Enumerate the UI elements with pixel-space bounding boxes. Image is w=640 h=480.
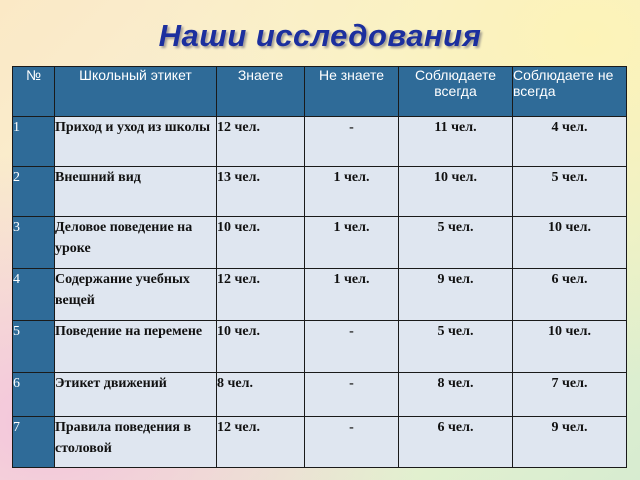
column-header-number: № (13, 67, 55, 117)
row-not-always-value: 4 чел. (513, 117, 627, 167)
row-etiquette-name: Деловое поведение на уроке (55, 217, 217, 269)
row-number: 5 (13, 321, 55, 373)
row-not-always-value: 6 чел. (513, 269, 627, 321)
row-etiquette-name: Внешний вид (55, 167, 217, 217)
row-number: 4 (13, 269, 55, 321)
row-number: 7 (13, 417, 55, 468)
table-row (13, 167, 627, 217)
column-header-dont-know: Не знаете (305, 67, 399, 117)
row-dont-know-value: - (305, 373, 399, 417)
row-etiquette-name: Содержание учебных вещей (55, 269, 217, 321)
row-dont-know-value: 1 чел. (305, 217, 399, 269)
column-header-know: Знаете (217, 67, 305, 117)
table-row (13, 417, 627, 468)
column-header-not-always: Соблюдаете не всегда (513, 67, 627, 117)
table-row (13, 321, 627, 373)
row-know-value: 13 чел. (217, 167, 305, 217)
row-always-value: 5 чел. (399, 321, 513, 373)
row-dont-know-value: - (305, 117, 399, 167)
table-row (13, 217, 627, 269)
row-dont-know-value: 1 чел. (305, 167, 399, 217)
column-header-always: Соблюдаете всегда (399, 67, 513, 117)
row-dont-know-value: 1 чел. (305, 269, 399, 321)
table-row (13, 117, 627, 167)
etiquette-survey-table (12, 66, 627, 468)
row-always-value: 9 чел. (399, 269, 513, 321)
row-always-value: 6 чел. (399, 417, 513, 468)
row-always-value: 8 чел. (399, 373, 513, 417)
row-not-always-value: 10 чел. (513, 217, 627, 269)
table-header-row (13, 67, 627, 117)
column-header-etiquette: Школьный этикет (55, 67, 217, 117)
row-know-value: 10 чел. (217, 321, 305, 373)
row-not-always-value: 7 чел. (513, 373, 627, 417)
row-number: 1 (13, 117, 55, 167)
row-not-always-value: 9 чел. (513, 417, 627, 468)
row-always-value: 11 чел. (399, 117, 513, 167)
row-always-value: 5 чел. (399, 217, 513, 269)
row-etiquette-name: Правила поведения в столовой (55, 417, 217, 468)
table-row (13, 269, 627, 321)
row-etiquette-name: Поведение на перемене (55, 321, 217, 373)
row-etiquette-name: Этикет движений (55, 373, 217, 417)
row-dont-know-value: - (305, 417, 399, 468)
row-not-always-value: 10 чел. (513, 321, 627, 373)
row-number: 3 (13, 217, 55, 269)
row-know-value: 12 чел. (217, 417, 305, 468)
row-etiquette-name: Приход и уход из школы (55, 117, 217, 167)
row-dont-know-value: - (305, 321, 399, 373)
row-number: 6 (13, 373, 55, 417)
row-not-always-value: 5 чел. (513, 167, 627, 217)
row-know-value: 8 чел. (217, 373, 305, 417)
page-title: Наши исследования (158, 18, 482, 53)
row-know-value: 12 чел. (217, 269, 305, 321)
row-always-value: 10 чел. (399, 167, 513, 217)
row-know-value: 10 чел. (217, 217, 305, 269)
table-row (13, 373, 627, 417)
row-number: 2 (13, 167, 55, 217)
row-know-value: 12 чел. (217, 117, 305, 167)
